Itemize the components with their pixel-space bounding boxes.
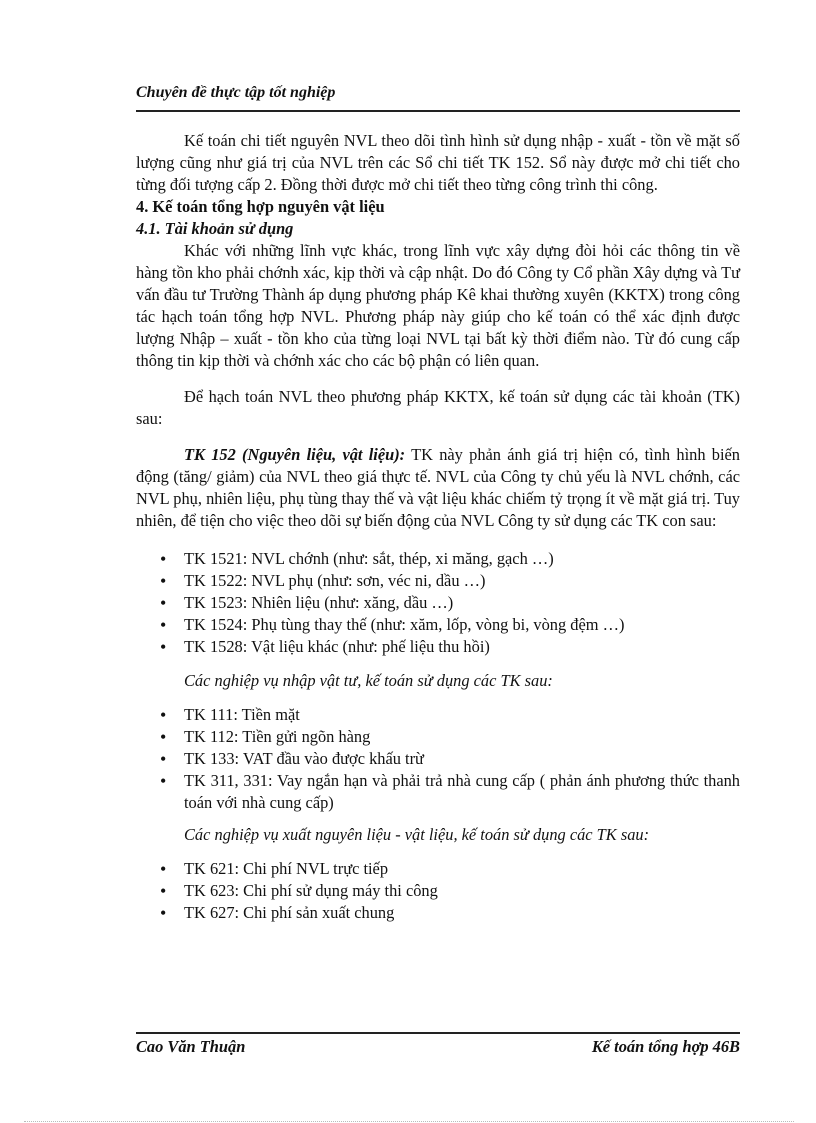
- list-item: • TK 1524: Phụ tùng thay thế (như: xăm, lốp, vòng bi, vòng đệm …): [136, 614, 740, 636]
- subsection-heading: 4.1. Tài khoản sử dụng: [136, 219, 294, 238]
- list-item: • TK 112: Tiền gửi ngõn hàng: [136, 726, 740, 748]
- list-item: • TK 1528: Vật liệu khác (như: phế liệu thu hồi): [136, 636, 740, 658]
- list-item: • TK 627: Chi phí sản xuất chung: [136, 902, 740, 924]
- page-footer: [136, 1037, 740, 1057]
- page-header: [136, 84, 740, 102]
- tk152-term: TK 152 (Nguyên liệu, vật liệu):: [184, 445, 406, 464]
- header-rule: [136, 110, 740, 112]
- tk152-text: TK này phản ánh giá trị hiện có, tình hình biến động (tăng/ giảm) của NVL theo giá thực tế. NVL của Công ty chủ yếu là NVL chớnh, các NVL phụ, nhiên liệu, phụ tùng thay thế và vật liệu khác chiếm tỷ trọng ít về mặt giá trị. Tuy nhiên, để tiện cho việc theo dõi sự biến động của NVL Công ty sử dụng các TK con sau:: [136, 445, 740, 530]
- list-item: • TK 311, 331: Vay ngắn hạn và phải trả nhà cung cấp ( phản ánh phương thức thanh toán với nhà cung cấp): [136, 770, 740, 814]
- footer-class: Kế toán tổng hợp 46B: [591, 1037, 740, 1056]
- footer-author: Cao Văn Thuận: [136, 1037, 246, 1056]
- paragraph-2: Để hạch toán NVL theo phương pháp KKTX, kế toán sử dụng các tài khoản (TK) sau:: [136, 387, 740, 428]
- list-item: • TK 111: Tiền mặt: [136, 704, 740, 726]
- section-heading: 4. Kế toán tổng hợp nguyên vật liệu: [136, 197, 385, 216]
- paragraph-1: Khác với những lĩnh vực khác, trong lĩnh vực xây dựng đòi hỏi các thông tin về hàng tồn kho phải chớnh xác, kịp thời và cập nhật. Do đó Công ty Cổ phần Xây dựng và Tư vấn đầu tư Trường Thành áp dụng phương pháp Kê khai thường xuyên (KKTX) trong công tác hạch toán tổng hợp NVL. Phương pháp này giúp cho kế toán có thể xác định được lượng Nhập – xuất - tồn kho của từng loại NVL tại bất kỳ thời điểm nào. Từ đó cung cấp thông tin kịp thời và chớnh xác cho các bộ phận có liên quan.: [136, 241, 740, 370]
- list-tk152-subaccounts: [136, 548, 740, 658]
- intro-paragraph: Kế toán chi tiết nguyên NVL theo dõi tình hình sử dụng nhập - xuất - tồn về mặt số lượng cũng như giá trị của NVL trên các Sổ chi tiết TK 152. Sổ này được mở chi tiết cho từng đối tượng cấp 2. Đồng thời được mở chi tiết theo từng công trình thi công.: [136, 131, 740, 194]
- note-export: Các nghiệp vụ xuất nguyên liệu - vật liệu, kế toán sử dụng các TK sau:: [184, 825, 650, 844]
- note-import: Các nghiệp vụ nhập vật tư, kế toán sử dụng các TK sau:: [184, 671, 553, 690]
- header-title: Chuyên đề thực tập tốt nghiệp: [136, 84, 336, 101]
- list-item: • TK 1521: NVL chớnh (như: sắt, thép, xi măng, gạch …): [136, 548, 740, 570]
- tk152-paragraph: [136, 444, 740, 532]
- list-item: • TK 1523: Nhiên liệu (như: xăng, dầu …): [136, 592, 740, 614]
- page-bottom-dotted-line: [24, 1121, 794, 1122]
- list-item: • TK 1522: NVL phụ (như: sơn, véc ni, dầu …): [136, 570, 740, 592]
- list-item: • TK 133: VAT đầu vào được khấu trừ: [136, 748, 740, 770]
- list-export-accounts: [136, 858, 740, 924]
- list-import-accounts: [136, 704, 740, 814]
- page-content: [136, 130, 740, 924]
- list-item: • TK 623: Chi phí sử dụng máy thi công: [136, 880, 740, 902]
- list-item: • TK 621: Chi phí NVL trực tiếp: [136, 858, 740, 880]
- footer-rule: [136, 1032, 740, 1034]
